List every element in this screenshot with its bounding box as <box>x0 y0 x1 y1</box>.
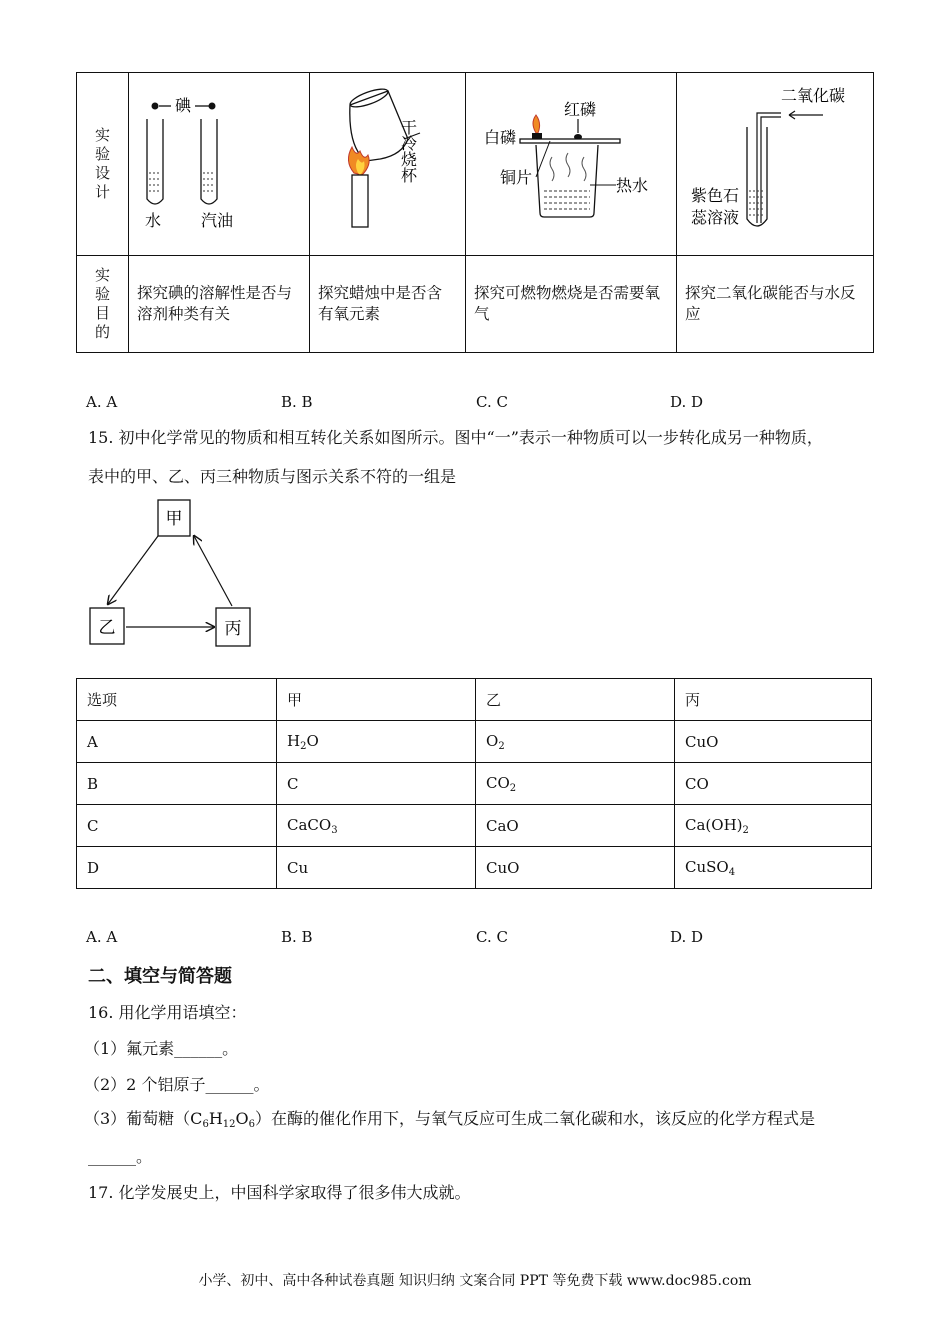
goal-cell-4: 探究二氧化碳能否与水反应 <box>677 256 874 353</box>
row-d-jia: Cu <box>277 847 476 889</box>
iodine-solubility-diagram <box>129 73 309 251</box>
row-a-option: A <box>77 721 277 763</box>
header-yi: 乙 <box>476 679 675 721</box>
row-d-option: D <box>77 847 277 889</box>
page-footer: 小学、初中、高中各种试卷真题 知识归纳 文案合同 PPT 等免费下载 www.doc985.com <box>198 1273 752 1289</box>
section-title: 二、填空与简答题 <box>88 966 232 987</box>
q15-stem-line1: 15. 初中化学常见的物质和相互转化关系如图所示。图中“一”表示一种物质可以一步转化成另一种物质， <box>88 428 823 447</box>
row-a-yi: $O_2$ <box>476 721 675 763</box>
row-label-goal: 实验目的 <box>77 256 129 353</box>
table-row <box>77 805 872 847</box>
row-b-bing: CO <box>675 763 872 805</box>
q14-option-b[interactable]: B. B <box>281 393 313 411</box>
header-option: 选项 <box>77 679 277 721</box>
q15-option-a[interactable]: A. A <box>86 928 118 946</box>
goal-cell-1: 探究碘的溶解性是否与溶剂种类有关 <box>129 256 310 353</box>
arrow-bing-to-jia <box>194 536 232 606</box>
row-c-yi: CaO <box>476 805 675 847</box>
design-cell-3 <box>466 73 677 256</box>
row-a-jia: $H_2O$ <box>277 721 476 763</box>
row-b-yi: $CO_2$ <box>476 763 675 805</box>
co2-litmus-diagram <box>677 73 873 251</box>
q14-option-c[interactable]: C. C <box>476 393 508 411</box>
table-row <box>77 763 872 805</box>
goal-cell-2: 探究蜡烛中是否含有氧元素 <box>310 256 466 353</box>
q15-option-d[interactable]: D. D <box>670 928 704 946</box>
label-iodine: 碘 <box>175 96 192 115</box>
row-b-option: B <box>77 763 277 805</box>
q16-part1: （1）氟元素______。 <box>84 1039 239 1058</box>
q16-title: 16. 用化学用语填空： <box>88 1003 247 1022</box>
node-yi: 乙 <box>98 618 116 638</box>
label-white-phosphorus: 白磷 <box>484 128 517 147</box>
goal-cell-3: 探究可燃物燃烧是否需要氧气 <box>466 256 677 353</box>
q14-option-d[interactable]: D. D <box>670 393 704 411</box>
label-red-phosphorus: 红磷 <box>564 100 597 119</box>
q15-option-b[interactable]: B. B <box>281 928 313 946</box>
row-c-bing: $Ca(OH)_2$ <box>675 805 872 847</box>
design-cell-1 <box>129 73 310 256</box>
transformation-diagram <box>86 496 266 652</box>
table-header-row <box>77 679 872 721</box>
arrow-jia-to-yi <box>108 536 158 604</box>
label-dry-cold-beaker: 干冷烧杯 <box>398 119 418 183</box>
node-jia: 甲 <box>165 509 183 529</box>
label-litmus-line2: 蕊溶液 <box>691 208 740 227</box>
label-litmus-line1: 紫色石 <box>691 186 740 205</box>
substance-table <box>76 678 872 889</box>
table-row <box>77 721 872 763</box>
design-cell-4 <box>677 73 874 256</box>
q16-part3-line1: （3）葡萄糖$(C_6H_{12}O_6)$在酶的催化作用下，与氧气反应可生成二氧化碳和水，该反应的化学方程式是 <box>84 1109 816 1130</box>
table-row <box>77 847 872 889</box>
row-label-design: 实验设计 <box>77 73 129 256</box>
row-d-bing: CuSO$_4$ <box>675 847 872 889</box>
row-c-jia: CaCO$_3$ <box>277 805 476 847</box>
q16-part3-line2: ______。 <box>88 1147 153 1166</box>
experiment-table <box>76 72 874 353</box>
q15-stem-line2: 表中的甲、乙、丙三种物质与图示关系不符的一组是 <box>88 467 457 486</box>
row-a-bing: CuO <box>675 721 872 763</box>
q14-option-a[interactable]: A. A <box>86 393 118 411</box>
node-bing: 丙 <box>224 619 242 639</box>
header-bing: 丙 <box>675 679 872 721</box>
q17-stem: 17. 化学发展史上，中国科学家取得了很多伟大成就。 <box>88 1183 471 1202</box>
label-copper-sheet: 铜片 <box>500 168 533 187</box>
row-c-option: C <box>77 805 277 847</box>
combustion-conditions-diagram <box>466 73 676 251</box>
q15-option-c[interactable]: C. C <box>476 928 508 946</box>
label-gasoline: 汽油 <box>201 211 234 230</box>
q16-part2: （2）2 个铝原子______。 <box>84 1075 270 1094</box>
header-jia: 甲 <box>277 679 476 721</box>
row-b-jia: C <box>277 763 476 805</box>
label-carbon-dioxide: 二氧化碳 <box>781 86 846 105</box>
label-water: 水 <box>145 211 162 230</box>
row-d-yi: CuO <box>476 847 675 889</box>
label-hot-water: 热水 <box>616 176 649 195</box>
design-cell-2 <box>310 73 466 256</box>
candle-beaker-diagram <box>310 73 465 251</box>
